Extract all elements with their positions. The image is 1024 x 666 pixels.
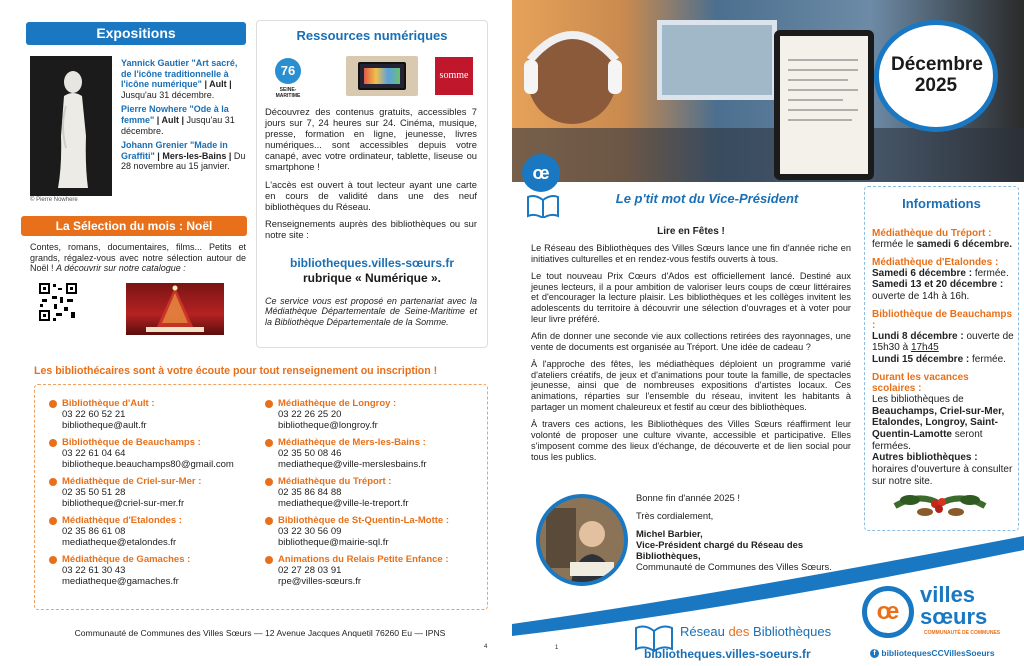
contact-phone[interactable]: 03 22 30 56 09 xyxy=(278,526,342,537)
info-beauchamps-time: 17h45 xyxy=(910,342,939,354)
ressources-p1: Découvrez des contenus gratuits, accessibles 7 jours sur 7, 24 heures sur 24. Cinéma, musique, presse, formation en ligne, jeunesse, livres numériques... sont accessibles depuis votre canapé, avec votre ordinateur, tablette, liseuse ou smartphone ! xyxy=(265,106,477,173)
ressources-p3: Renseignements auprès des bibliothèques ou sur notre site : xyxy=(265,217,477,240)
expositions-list xyxy=(121,58,247,172)
contact-name: Médiathèque de Criel-sur-Mer : xyxy=(62,476,202,487)
edito-p5: À travers ces actions, les Bibliothèques des Villes Sœurs réaffirment leur volonté de proposer une culture vivante, accessible et participative. Elles s'imposent comme des lieux d'échange, de découverte et de lien social pour tous les publics. xyxy=(531,419,851,462)
info-beauchamps-d2: Lundi 15 décembre : xyxy=(872,354,970,366)
contact-gamaches xyxy=(62,554,262,587)
contact-name: Bibliothèque d'Ault : xyxy=(62,398,155,409)
ressources-partner: Ce service vous est proposé en partenariat avec la Médiathèque Départementale de Seine-Maritime et la Bibliothèque Départementale de la Somme. xyxy=(265,296,477,327)
contacts-title: Les bibliothécaires sont à votre écoute pour tout renseignement ou inscription ! xyxy=(34,365,438,377)
contact-name: Médiathèque du Tréport : xyxy=(278,476,392,487)
edito-regards: Très cordialement, xyxy=(636,510,714,522)
contact-name: Animations du Relais Petite Enfance : xyxy=(278,554,449,565)
contact-email[interactable]: mediatheque@ville-le-treport.fr xyxy=(278,498,409,509)
christmas-tree-photo xyxy=(126,283,224,335)
expo-place-2: | Ault | xyxy=(156,115,184,126)
contact-email[interactable]: bibliotheque.beauchamps80@gmail.com xyxy=(62,459,234,470)
edito-body xyxy=(531,243,851,462)
statue-photo xyxy=(30,56,112,196)
network-bibliotheques: Bibliothèques xyxy=(753,624,832,639)
tablet-photo xyxy=(346,56,418,96)
brand-sub: COMMUNAUTÉ DE COMMUNES xyxy=(924,630,1001,636)
facebook-handle: bibliotequesCCVillesSoeurs xyxy=(881,648,995,658)
expositions-title: Expositions xyxy=(26,22,246,45)
expo-date-3: Du 28 novembre au 15 janvier. xyxy=(121,150,246,172)
contact-etalondes xyxy=(62,515,262,548)
info-etalondes-t2: ouverte de 14h à 16h. xyxy=(872,291,970,303)
contact-phone[interactable]: 03 22 61 30 43 xyxy=(62,565,126,576)
holly-decoration xyxy=(890,482,990,522)
contact-treport xyxy=(278,476,483,509)
info-treport-text: fermée le xyxy=(872,239,914,250)
contact-email[interactable]: mediatheque@gamaches.fr xyxy=(62,576,179,587)
date-badge-label: Décembre 2025 xyxy=(891,54,983,96)
info-vacances-t1: Les bibliothèques de xyxy=(872,393,964,405)
edito-title: Le p'tit mot du Vice-Président xyxy=(615,191,799,206)
network-label xyxy=(680,624,831,639)
qr-code[interactable] xyxy=(38,282,78,322)
contact-email[interactable]: mediatheque@ville-merslesbains.fr xyxy=(278,459,427,470)
contact-mers xyxy=(278,437,483,470)
contact-email[interactable]: bibliotheque@ault.fr xyxy=(62,420,147,431)
logo-seine-maritime-label: SEINE-MARITIME xyxy=(275,87,301,99)
facebook-icon: f xyxy=(870,649,879,658)
brand-soeurs: sœurs xyxy=(920,604,988,629)
contact-name: Bibliothèque de Beauchamps : xyxy=(62,437,201,448)
ressources-title: Ressources numériques xyxy=(296,28,448,43)
expo-place-1: | Ault | xyxy=(204,79,232,90)
left-footer: Communauté de Communes des Villes Sœurs — 12 Avenue Jacques Anquetil 76260 Eu — IPNS xyxy=(74,628,446,638)
contact-rpe xyxy=(278,554,483,587)
photo-credit: © Pierre Nowhere xyxy=(30,197,78,203)
contact-email[interactable]: bibliotheque@mairie-sql.fr xyxy=(278,537,389,548)
contact-longroy xyxy=(278,398,483,431)
contact-phone[interactable]: 02 35 86 84 88 xyxy=(278,487,342,498)
expo-place-3: | Mers-les-Bains | xyxy=(157,150,232,161)
contact-email[interactable]: bibliotheque@criel-sur-mer.fr xyxy=(62,498,185,509)
contact-email[interactable]: mediatheque@etalondes.fr xyxy=(62,537,177,548)
edito-p3: Afin de donner une seconde vie aux collections retirées des rayonnages, une vente de documents est organisée au Tréport. Une idée de cadeau ? xyxy=(531,331,851,352)
contact-name: Médiathèque de Mers-les-Bains : xyxy=(278,437,426,448)
info-etalondes-t1: fermée. xyxy=(974,267,1009,279)
contacts-col-1 xyxy=(62,398,262,593)
brand-villes: villes xyxy=(920,582,976,607)
info-etalondes-d1: Samedi 6 décembre : xyxy=(872,267,973,279)
info-beauchamps-t2: fermée. xyxy=(972,354,1006,366)
oe-logo-icon: œ xyxy=(522,154,560,192)
villes-soeurs-logo xyxy=(862,582,1022,642)
network-des: des xyxy=(728,624,750,639)
infos-title: Informations xyxy=(902,196,981,211)
info-beauchamps-d1: Lundi 8 décembre : xyxy=(872,330,964,342)
contact-st-quentin xyxy=(278,515,483,548)
contact-phone[interactable]: 02 35 50 51 28 xyxy=(62,487,126,498)
logo-76: 76 xyxy=(275,58,301,84)
edito-p1: Le Réseau des Bibliothèques des Villes Sœurs lance une fin d'année riche en initiatives culturelles et en rendez-vous festifs ouverts à tous. xyxy=(531,243,851,264)
contact-phone[interactable]: 02 27 28 03 91 xyxy=(278,565,342,576)
signer-name: Michel Barbier, xyxy=(636,528,703,540)
contact-criel xyxy=(62,476,262,509)
edito-p4: À l'approche des fêtes, les médiathèques déploient un programme varié d'ateliers créatifs, de jeux et d'animations pour toute la famille, de spectacles jeunesse, ainsi que de nombreuses expositions d'artistes locaux. Ces animations, réparties sur l'ensemble du réseau, invitent les habitants à partager un moment chaleureux et festif au cœur des bibliothèques. xyxy=(531,358,851,413)
info-other-text: horaires d'ouverture à consulter sur notre site. xyxy=(872,463,1013,487)
expo-title-3: Johann Grenier "Made in Graffiti" xyxy=(121,140,228,161)
contact-phone[interactable]: 02 35 50 08 46 xyxy=(278,448,342,459)
info-other-head: Autres bibliothèques : xyxy=(872,452,978,464)
edito-subtitle: Lire en Fêtes ! xyxy=(657,226,725,237)
facebook-line[interactable] xyxy=(870,648,995,658)
book-icon xyxy=(526,194,560,218)
ressources-link[interactable]: bibliotheques.villes-sœurs.fr xyxy=(289,256,455,270)
contact-phone[interactable]: 03 22 26 25 20 xyxy=(278,409,342,420)
ressources-text xyxy=(265,106,477,240)
contact-name: Médiathèque d'Etalondes : xyxy=(62,515,182,526)
contact-ault xyxy=(62,398,262,431)
contact-phone[interactable]: 02 35 86 61 08 xyxy=(62,526,126,537)
selection-italic: A découvrir sur notre catalogue : xyxy=(56,263,186,274)
contact-email[interactable]: rpe@villes-sœurs.fr xyxy=(278,576,362,587)
network-word: Réseau xyxy=(680,624,725,639)
infos-body xyxy=(872,228,1014,487)
contact-beauchamps xyxy=(62,437,262,470)
page-number-right: 1 xyxy=(555,645,559,651)
contact-phone[interactable]: 03 22 61 04 64 xyxy=(62,448,126,459)
info-treport-date: samedi 6 décembre. xyxy=(916,239,1013,250)
contact-name: Médiathèque de Gamaches : xyxy=(62,554,191,565)
expo-title-1: Yannick Gautier "Art sacré, de l'icône traditionnelle à l'icône numérique" xyxy=(121,58,238,90)
signer-org: Communauté de Communes des Villes Sœurs. xyxy=(636,561,832,573)
selection-title: La Sélection du mois : Noël xyxy=(21,216,247,236)
contact-email[interactable]: bibliotheque@longroy.fr xyxy=(278,420,378,431)
ressources-p2: L'accès est ouvert à tout lecteur ayant une carte en cours de validité dans une des neuf bibliothèques du Réseau. xyxy=(265,178,477,212)
selection-text xyxy=(30,242,246,274)
info-etalondes-head: Médiathèque d'Etalondes : xyxy=(872,256,999,268)
info-beauchamps-head: Bibliothèque de Beauchamps : xyxy=(872,308,1013,331)
expo-date-2: Jusqu'au 31 décembre. xyxy=(121,115,235,136)
date-badge xyxy=(874,20,998,132)
contact-name: Médiathèque de Longroy : xyxy=(278,398,397,409)
expo-title-2: Pierre Nowhere "Ode à la femme" xyxy=(121,104,229,126)
seine-maritime-logo xyxy=(268,58,308,98)
info-beauchamps-t1: ouverte de 15h30 à xyxy=(872,330,1014,354)
edito-greeting: Bonne fin d'année 2025 ! xyxy=(636,492,740,503)
info-vacances-t2: seront fermées. xyxy=(872,428,983,452)
somme-logo: somme xyxy=(435,57,473,95)
signer-role: Vice-Président chargé du Réseau des Bibliothèques, xyxy=(636,539,804,562)
oe-circle-icon: œ xyxy=(862,586,914,638)
selection-desc: Contes, romans, documentaires, films... Petits et grands, régalez-vous avec notre sélection autour de Noël ! xyxy=(30,242,246,274)
expo-date-1: Jusqu'au 31 décembre. xyxy=(121,89,215,100)
info-etalondes-d2: Samedi 13 et 20 décembre : xyxy=(872,279,1004,291)
page-number-left: 4 xyxy=(484,644,488,650)
contact-name: Bibliothèque de St-Quentin-La-Motte : xyxy=(278,515,449,526)
info-vacances-list: Beauchamps, Criel-sur-Mer, Etalondes, Longroy, Saint-Quentin-Lamotte xyxy=(872,405,1005,440)
contacts-col-2 xyxy=(278,398,483,593)
contact-phone[interactable]: 03 22 60 52 21 xyxy=(62,409,126,420)
edito-p2: Le tout nouveau Prix Cœurs d'Ados est officiellement lancé. Destiné aux jeunes lecteurs, il a pour ambition de valoriser leurs coups de cœur littéraires et d'encourager la lecture plaisir. Les bibliothèques et les collèges invitent les adolescents du territoire à découvrir une sélection d'ouvrages et à voter pour leur livre préféré. xyxy=(531,270,851,325)
info-vacances-head: Durant les vacances scolaires : xyxy=(872,371,969,394)
info-treport-head: Médiathèque du Tréport : xyxy=(872,228,992,239)
footer-site-link[interactable]: bibliotheques.villes-soeurs.fr xyxy=(644,647,811,661)
ressources-rubrique: rubrique « Numérique ». xyxy=(302,271,442,285)
